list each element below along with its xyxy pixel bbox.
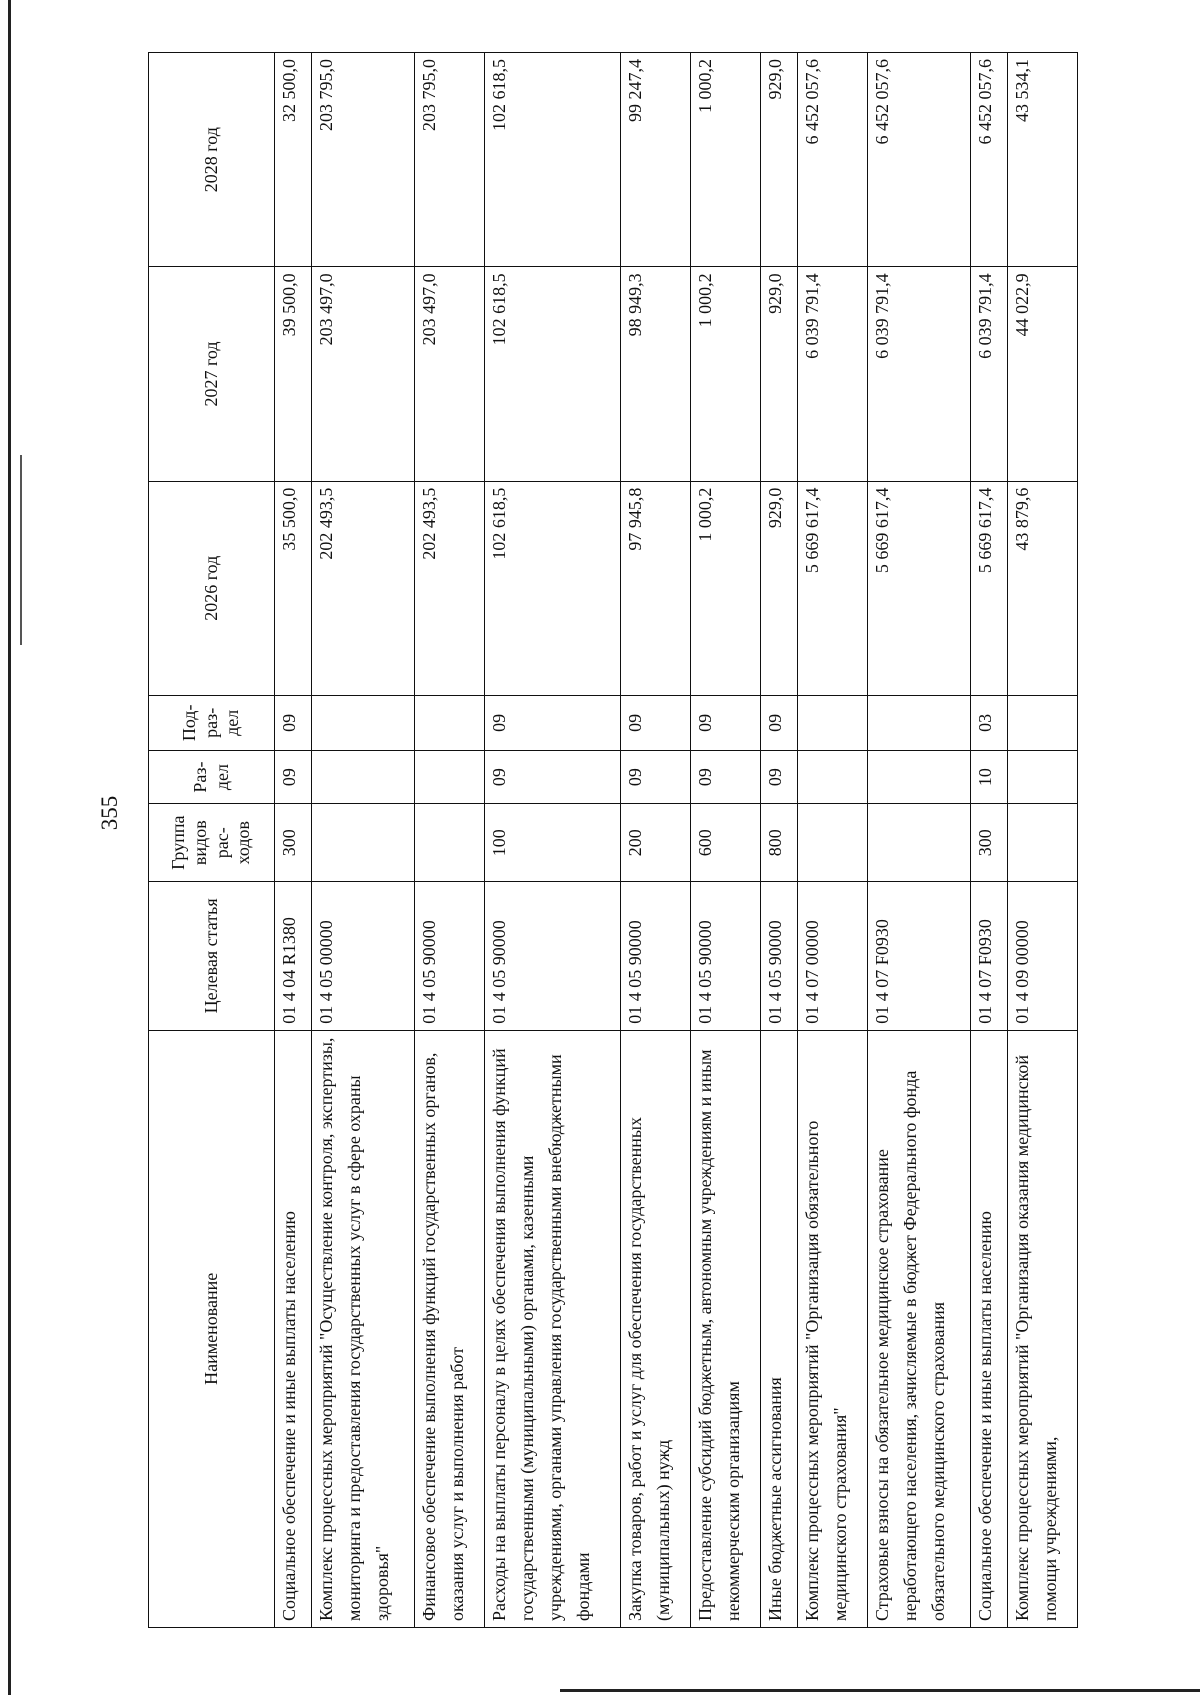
cell-2028: 203 795,0 [414,53,484,267]
cell-2027: 39 500,0 [275,267,312,481]
cell-section [414,750,484,804]
cell-2027: 6 039 791,4 [798,267,868,481]
cell-2028: 203 795,0 [311,53,414,267]
cell-2027: 98 949,3 [621,267,691,481]
cell-subsection: 09 [621,695,691,750]
scan-border-left [8,0,11,1695]
header-subsection: Под- раз- дел [149,695,275,750]
cell-section: 09 [691,750,761,804]
cell-2028: 43 534,1 [1007,53,1077,267]
header-group: Группа видов рас- ходов [149,804,275,882]
cell-2026: 202 493,5 [414,481,484,695]
cell-code: 01 4 05 90000 [621,882,691,1031]
cell-group: 300 [275,804,312,882]
cell-section: 09 [275,750,312,804]
header-code: Целевая статья [149,882,275,1031]
scan-mark-left [20,455,22,645]
cell-2026: 5 669 617,4 [798,481,868,695]
cell-2028: 6 452 057,6 [867,53,970,267]
cell-2028: 6 452 057,6 [971,53,1008,267]
cell-subsection [311,695,414,750]
cell-group [414,804,484,882]
cell-2027: 44 022,9 [1007,267,1077,481]
cell-name: Расходы на выплаты персоналу в целях обеспечения выполнения функций государственными (муниципальными) органами, казенными учреждениями, органами управления государственными внебюджетными фондами [484,1030,620,1627]
cell-code: 01 4 05 90000 [484,882,620,1031]
cell-group: 600 [691,804,761,882]
cell-name: Комплекс процессных мероприятий "Организация обязательного медицинского страхования" [798,1030,868,1627]
cell-subsection: 09 [761,695,798,750]
cell-group: 300 [971,804,1008,882]
cell-group: 200 [621,804,691,882]
cell-subsection [1007,695,1077,750]
cell-name: Финансовое обеспечение выполнения функций государственных органов, оказания услуг и выполнения работ [414,1030,484,1627]
cell-code: 01 4 07 F0930 [971,882,1008,1031]
table-row [275,53,312,1628]
scan-border-bottom [560,1689,1200,1692]
header-section: Раз- дел [149,750,275,804]
table-row [971,53,1008,1628]
cell-subsection: 03 [971,695,1008,750]
cell-2027: 6 039 791,4 [867,267,970,481]
page-number: 355 [97,795,122,831]
cell-group [1007,804,1077,882]
header-2027: 2027 год [149,267,275,481]
cell-group [867,804,970,882]
cell-code: 01 4 05 90000 [691,882,761,1031]
cell-code: 01 4 07 F0930 [867,882,970,1031]
cell-2026: 5 669 617,4 [971,481,1008,695]
cell-group [311,804,414,882]
cell-2027: 929,0 [761,267,798,481]
header-2026: 2026 год [149,481,275,695]
cell-2026: 202 493,5 [311,481,414,695]
cell-name: Иные бюджетные ассигнования [761,1030,798,1627]
table-row [311,53,414,1628]
table-row [484,53,620,1628]
cell-subsection: 09 [275,695,312,750]
table-row [414,53,484,1628]
cell-name: Социальное обеспечение и иные выплаты населению [275,1030,312,1627]
cell-code: 01 4 07 00000 [798,882,868,1031]
cell-name: Страховые взносы на обязательное медицинское страхование неработающего населения, зачисляемые в бюджет Федерального фонда обязательного медицинского страхования [867,1030,970,1627]
cell-code: 01 4 04 R1380 [275,882,312,1031]
cell-2027: 1 000,2 [691,267,761,481]
cell-code: 01 4 05 00000 [311,882,414,1031]
cell-group: 100 [484,804,620,882]
cell-subsection: 09 [691,695,761,750]
cell-2026: 43 879,6 [1007,481,1077,695]
cell-group: 800 [761,804,798,882]
cell-2026: 35 500,0 [275,481,312,695]
table-row [691,53,761,1628]
table-row [867,53,970,1628]
cell-2028: 1 000,2 [691,53,761,267]
cell-2028: 102 618,5 [484,53,620,267]
cell-subsection [867,695,970,750]
cell-2028: 99 247,4 [621,53,691,267]
cell-section: 10 [971,750,1008,804]
cell-subsection: 09 [484,695,620,750]
cell-section: 09 [484,750,620,804]
cell-2028: 6 452 057,6 [798,53,868,267]
header-name: Наименование [149,1030,275,1627]
header-2028: 2028 год [149,53,275,267]
cell-subsection [414,695,484,750]
cell-2026: 929,0 [761,481,798,695]
cell-name: Комплекс процессных мероприятий "Осуществление контроля, экспертизы, мониторинга и предоставления государственных услуг в сфере охраны здоровья" [311,1030,414,1627]
cell-2026: 97 945,8 [621,481,691,695]
cell-code: 01 4 05 90000 [761,882,798,1031]
table-row [798,53,868,1628]
table-row [1007,53,1077,1628]
cell-name: Закупка товаров, работ и услуг для обеспечения государственных (муниципальных) нужд [621,1030,691,1627]
cell-2028: 929,0 [761,53,798,267]
cell-group [798,804,868,882]
cell-2028: 32 500,0 [275,53,312,267]
cell-2026: 1 000,2 [691,481,761,695]
cell-2026: 5 669 617,4 [867,481,970,695]
cell-code: 01 4 09 00000 [1007,882,1077,1031]
header-row [149,53,275,1628]
table-row [621,53,691,1628]
cell-section [1007,750,1077,804]
cell-section: 09 [761,750,798,804]
cell-2026: 102 618,5 [484,481,620,695]
cell-2027: 203 497,0 [414,267,484,481]
cell-section [867,750,970,804]
cell-subsection [798,695,868,750]
cell-name: Комплекс процессных мероприятий "Организация оказания медицинской помощи учреждениями, [1007,1030,1077,1627]
rotated-table-container [148,52,1078,1628]
cell-section: 09 [621,750,691,804]
cell-2027: 102 618,5 [484,267,620,481]
cell-2027: 203 497,0 [311,267,414,481]
cell-name: Предоставление субсидий бюджетным, автономным учреждениям и иным некоммерческим организациям [691,1030,761,1627]
budget-table [148,52,1078,1628]
cell-section [311,750,414,804]
table-row [761,53,798,1628]
cell-2027: 6 039 791,4 [971,267,1008,481]
cell-section [798,750,868,804]
cell-name: Социальное обеспечение и иные выплаты населению [971,1030,1008,1627]
cell-code: 01 4 05 90000 [414,882,484,1031]
